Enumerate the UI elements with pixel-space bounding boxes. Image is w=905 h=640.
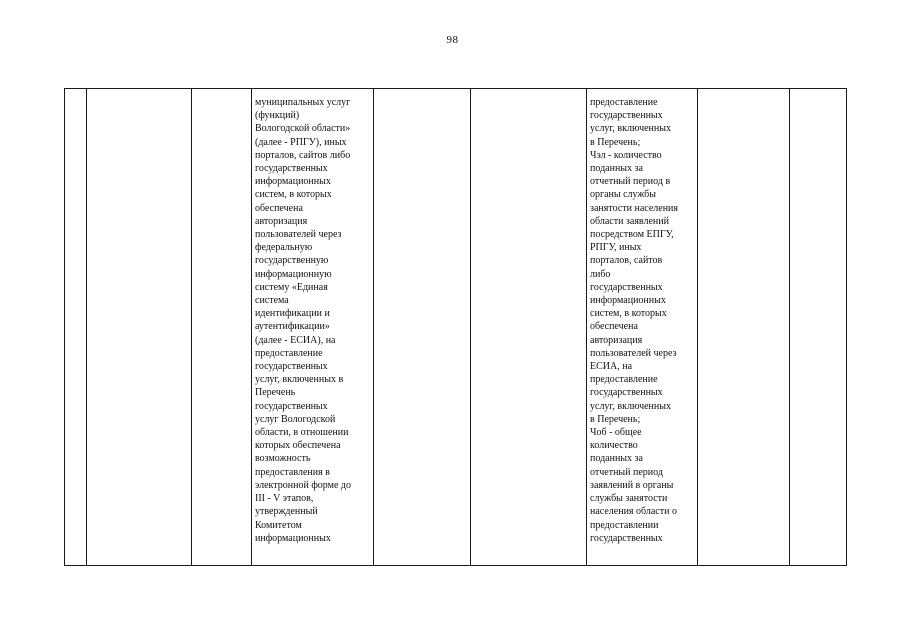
table-row [65, 89, 847, 566]
indicator-table [64, 88, 847, 566]
table-cell-col3 [192, 89, 252, 566]
table-cell-col1 [65, 89, 87, 566]
table-cell-col2 [87, 89, 192, 566]
table-cell-calculation-method [587, 89, 698, 566]
table-cell-col6 [471, 89, 587, 566]
page-number: 98 [446, 34, 459, 46]
table-cell-col8 [698, 89, 790, 566]
table-cell-indicator-description [252, 89, 374, 566]
indicator-description-text: муниципальных услуг (функций) Вологодской области» (далее - РПГУ), иных порталов, сайтов либо государственных информационных систем, в которых обеспечена авторизация пользователей через федеральную государственную информационную систему «Единая система идентификации и аутентификации» (далее - ЕСИА), на предоставление государственных услуг, включенных в Перечень государственных услуг Вологодской области, в отношении которых обеспечена возможность предоставления в электронной форме до III - V этапов, утвержденный Комитетом информационных [255, 97, 351, 544]
table-cell-col5 [374, 89, 471, 566]
calculation-method-text: предоставление государственных услуг, включенных в Перечень; Чэл - количество поданных за отчетный период в органы службы занятости населения области заявлений посредством ЕПГУ, РПГУ, иных порталов, сайтов либо государственных информационных систем, в которых обеспечена авторизация пользователей через ЕСИА, на предоставление государственных услуг, включенных в Перечень; Чоб - общее количество поданных за отчетный период заявлений в органы службы занятости населения области о предоставлении государственных [590, 97, 679, 544]
table-cell-col9 [790, 89, 847, 566]
